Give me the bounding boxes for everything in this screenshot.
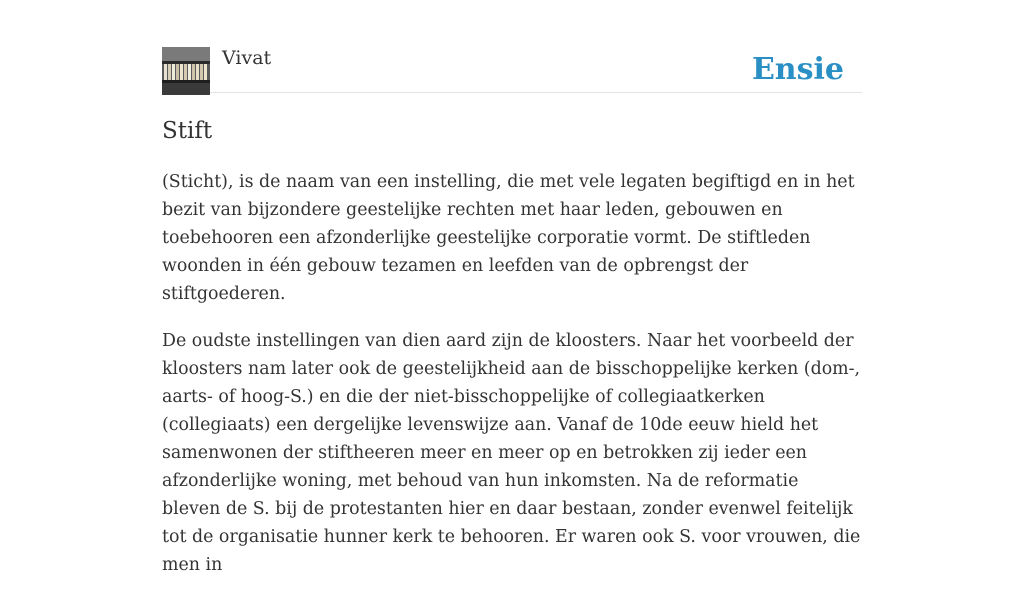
- article-body: [162, 168, 862, 598]
- paragraph: De oudste instellingen van dien aard zijn de kloosters. Naar het voorbeeld der kloosters nam later ook de geestelijkheid aan de bisschoppelijke kerken (dom-, aarts- of hoog-S.) en die der niet-bisschoppelijke of collegiaatkerken (collegiaats) een dergelijke levenswijze aan. Vanaf de 10de eeuw hield het samenwonen der stiftheeren meer en meer op en betrokken zij ieder een afzonderlijke woning, met behoud van hun inkomsten. Na de reformatie bleven de S. bij de protestanten hier en daar bestaan, zonder evenwel feitelijk tot de organisatie hunner kerk te behooren. Er waren ook S. voor vrouwen, die men in: [162, 331, 861, 575]
- brand-logo[interactable]: Ensie: [751, 52, 844, 87]
- avatar[interactable]: [162, 47, 210, 95]
- author-name[interactable]: Vivat: [222, 47, 272, 69]
- paragraph: (Sticht), is de naam van een instelling, die met vele legaten begiftigd en in het bezit van bijzondere geestelijke rechten met haar leden, gebouwen en toebehooren een afzonderlijke geestelijke corporatie vormt. De stiftleden woonden in één gebouw tezamen en leefden van de opbrengst der stiftgoederen.: [162, 172, 855, 304]
- bookshelf-avatar-icon: [162, 47, 210, 95]
- header: [162, 46, 862, 93]
- article-title: Stift: [162, 118, 213, 144]
